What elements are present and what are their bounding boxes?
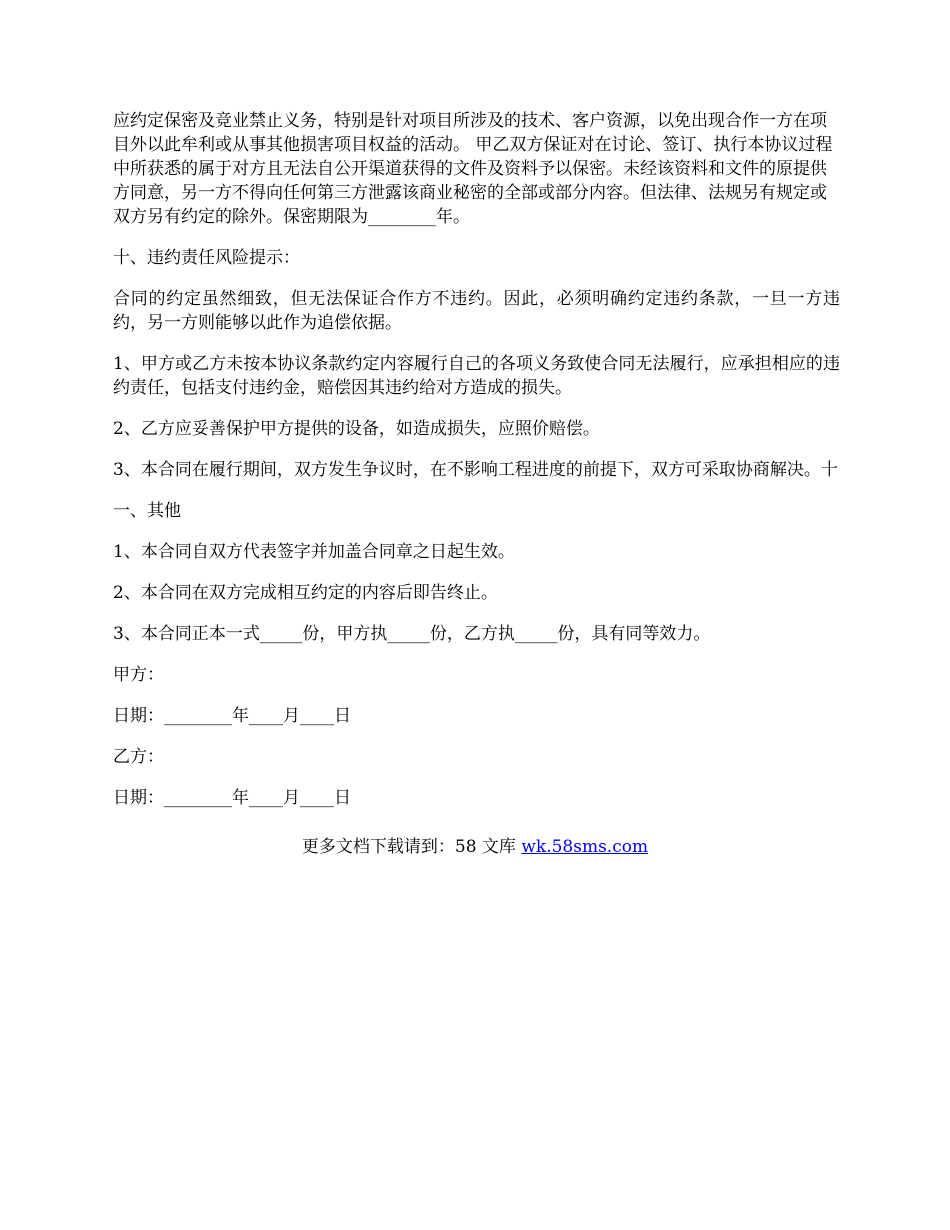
other-clause-2: 2、本合同在双方完成相互约定的内容后即告终止。 <box>113 583 498 603</box>
section-eleven-heading: 一、其他 <box>113 501 181 521</box>
party-a-date: 日期：________年____月____日 <box>113 706 351 726</box>
footer-link[interactable]: wk.58sms.com <box>521 837 649 857</box>
other-clause-1: 1、本合同自双方代表签字并加盖合同章之日起生效。 <box>113 542 515 562</box>
party-b-date: 日期：________年____月____日 <box>113 788 351 808</box>
breach-clause-1: 1、甲方或乙方未按本协议条款约定内容履行自己的各项义务致使合同无法履行，应承担相应的违约责任，包括支付违约金，赔偿因其违约给对方造成的损失。 <box>113 354 840 398</box>
breach-intro-paragraph: 合同的约定虽然细致，但无法保证合作方不违约。因此，必须明确约定违约条款，一旦一方违约，另一方则能够以此作为追偿依据。 <box>113 289 840 333</box>
other-clause-3: 3、本合同正本一式_____份，甲方执_____份，乙方执_____份，具有同等效力。 <box>113 624 711 644</box>
footer <box>0 835 950 859</box>
confidentiality-paragraph: 应约定保密及竞业禁止义务，特别是针对项目所涉及的技术、客户资源，以免出现合作一方在项目外以此牟利或从事其他损害项目权益的活动。 甲乙双方保证对在讨论、签订、执行本协议过程中所获悉的属于对方且无法自公开渠道获得的文件及资料予以保密。未经该资料和文件的原提供方同意，另一方不得向任何第三方泄露该商业秘密的全部或部分内容。但法律、法规另有规定或双方另有约定的除外。保密期限为________年。 <box>113 111 833 227</box>
breach-clause-3: 3、本合同在履行期间，双方发生争议时，在不影响工程进度的前提下，双方可采取协商解决。十 <box>113 460 838 480</box>
breach-clause-2: 2、乙方应妥善保护甲方提供的设备，如造成损失，应照价赔偿。 <box>113 419 600 439</box>
document-body <box>113 109 840 827</box>
section-ten-heading: 十、违约责任风险提示： <box>113 248 300 268</box>
footer-text: 更多文档下载请到：58 文库 <box>301 837 522 857</box>
party-b-label: 乙方： <box>113 747 164 767</box>
party-a-label: 甲方： <box>113 665 164 685</box>
